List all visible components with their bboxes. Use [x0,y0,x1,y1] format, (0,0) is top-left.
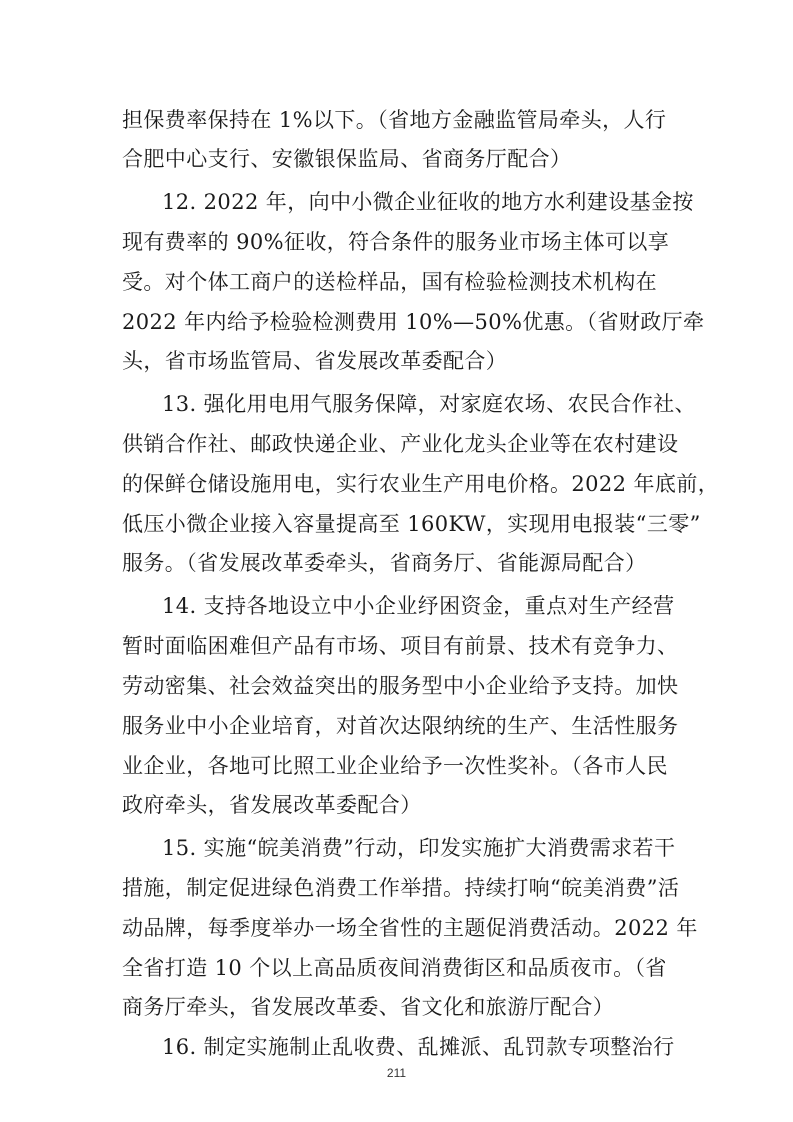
text-line: 暂时面临困难但产品有市场、项目有前景、技术有竞争力、 [122,634,679,658]
text-line: 业企业，各地可比照工业企业给予一次性奖补。（各市人民 [122,754,668,778]
paragraph-14-first-line: 14. 支持各地设立中小企业纾困资金，重点对生产经营 [162,594,675,618]
text-line: 低压小微企业接入容量提高至 160KW，实现用电报装“三零” [122,512,701,536]
text-line: 商务厅牵头，省发展改革委、省文化和旅游厅配合） [122,995,615,1019]
text-line: 服务。（省发展改革委牵头，省商务厅、省能源局配合） [122,551,647,575]
text-line: 2022 年内给予检验检测费用 10%—50%优惠。（省财政厅牵 [122,310,705,334]
text-line: 服务业中小企业培育，对首次达限纳统的生产、生活性服务 [122,714,679,738]
paragraph-12-first-line: 12. 2022 年，向中小微企业征收的地方水利建设基金按 [162,190,694,214]
page-number: 211 [386,1066,407,1080]
text-line: 政府牵头，省发展改革委配合） [122,793,422,817]
paragraph-15-first-line: 15. 实施“皖美消费”行动，印发实施扩大消费需求若干 [162,836,676,860]
text-line: 措施，制定促进绿色消费工作举措。持续打响“皖美消费”活 [122,876,680,900]
text-line: 合肥中心支行、安徽银保监局、省商务厅配合） [122,147,572,171]
paragraph-16-first-line: 16. 制定实施制止乱收费、乱摊派、乱罚款专项整治行 [162,1035,675,1059]
text-line: 现有费率的 90%征收，符合条件的服务业市场主体可以享 [122,230,670,254]
text-line: 动品牌，每季度举办一场全省性的主题促消费活动。2022 年 [122,916,698,940]
text-line: 供销合作社、邮政快递企业、产业化龙头企业等在农村建设 [122,432,679,456]
text-line: 劳动密集、社会效益突出的服务型中小企业给予支持。加快 [122,674,679,698]
text-line: 全省打造 10 个以上高品质夜间消费街区和品质夜市。（省 [122,956,667,980]
text-line: 的保鲜仓储设施用电，实行农业生产用电价格。2022 年底前， [122,472,720,496]
text-line: 担保费率保持在 1%以下。（省地方金融监管局牵头，人行 [122,108,667,132]
paragraph-13-first-line: 13. 强化用电用气服务保障，对家庭农场、农民合作社、 [162,392,696,416]
text-line: 受。对个体工商户的送检样品，国有检验检测技术机构在 [122,270,657,294]
text-line: 头，省市场监管局、省发展改革委配合） [122,349,508,373]
